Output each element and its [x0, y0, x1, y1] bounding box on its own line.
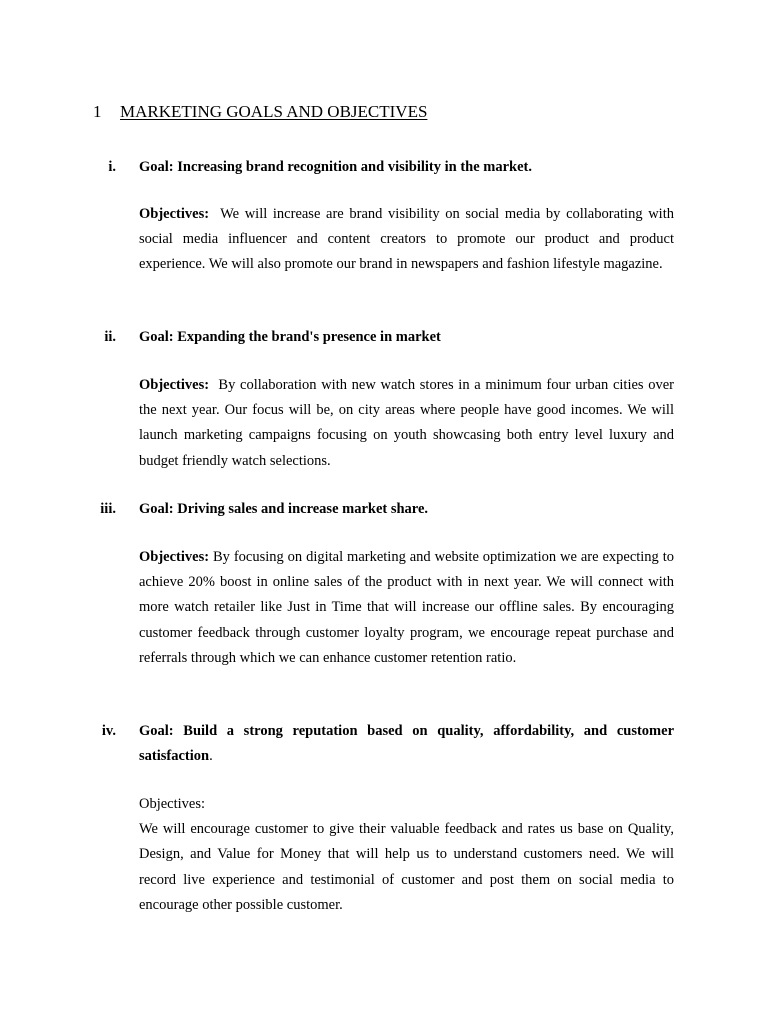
list-marker: i.: [108, 159, 116, 175]
objectives-label: Objectives:: [139, 377, 210, 393]
section-heading: [93, 100, 427, 124]
objectives-text: By focusing on digital marketing and website optimization we are expecting to achieve 20% boost in online sales of the product with in next year. We will connect with more watch retailer like Just in Time that will increase our offline sales. By encouraging customer feedback through customer loyalty program, we encourage repeat purchase and referrals through which we can enhance customer retention ratio.: [139, 549, 675, 666]
objectives-text: By collaboration with new watch stores in a minimum four urban cities over the next year. Our focus will be, on city areas where people have good incomes. We will launch marketing campaigns focusing on youth showcasing both entry level luxury and budget friendly watch selections.: [139, 377, 675, 469]
objectives-paragraph: [139, 792, 674, 918]
objectives-label: Objectives:: [139, 796, 206, 812]
goal-title-text: Goal: Build a strong reputation based on quality, affordability, and customer satisfaction: [139, 723, 674, 764]
section-title: MARKETING GOALS AND OBJECTIVES: [120, 102, 428, 121]
objectives-label: Objectives:: [139, 206, 210, 222]
objectives-paragraph: [139, 545, 674, 671]
goal-title: Goal: Increasing brand recognition and visibility in the market.: [139, 159, 533, 175]
objectives-text: We will encourage customer to give their valuable feedback and rates us base on Quality, Design, and Value for Money that will help us to understand customers need. We will record live experience and testimonial of customer and post them on social media to encourage other possible customer.: [139, 821, 674, 913]
objectives-paragraph: [139, 202, 674, 278]
goal-title-tail: .: [209, 748, 213, 764]
section-number: 1: [93, 102, 102, 121]
objectives-label: Objectives:: [139, 549, 210, 565]
goal-title: [139, 719, 674, 769]
list-marker: iii.: [100, 501, 116, 517]
objectives-paragraph: [139, 373, 674, 474]
goal-title: Goal: Expanding the brand's presence in market: [139, 329, 441, 345]
list-marker: ii.: [104, 329, 116, 345]
objectives-text: We will increase are brand visibility on social media by collaborating with social media influencer and content creators to promote our product and product experience. We will also promote our brand in newspapers and fashion lifestyle magazine.: [139, 206, 674, 273]
list-marker: iv.: [101, 723, 116, 739]
goal-title: Goal: Driving sales and increase market share.: [139, 501, 429, 517]
